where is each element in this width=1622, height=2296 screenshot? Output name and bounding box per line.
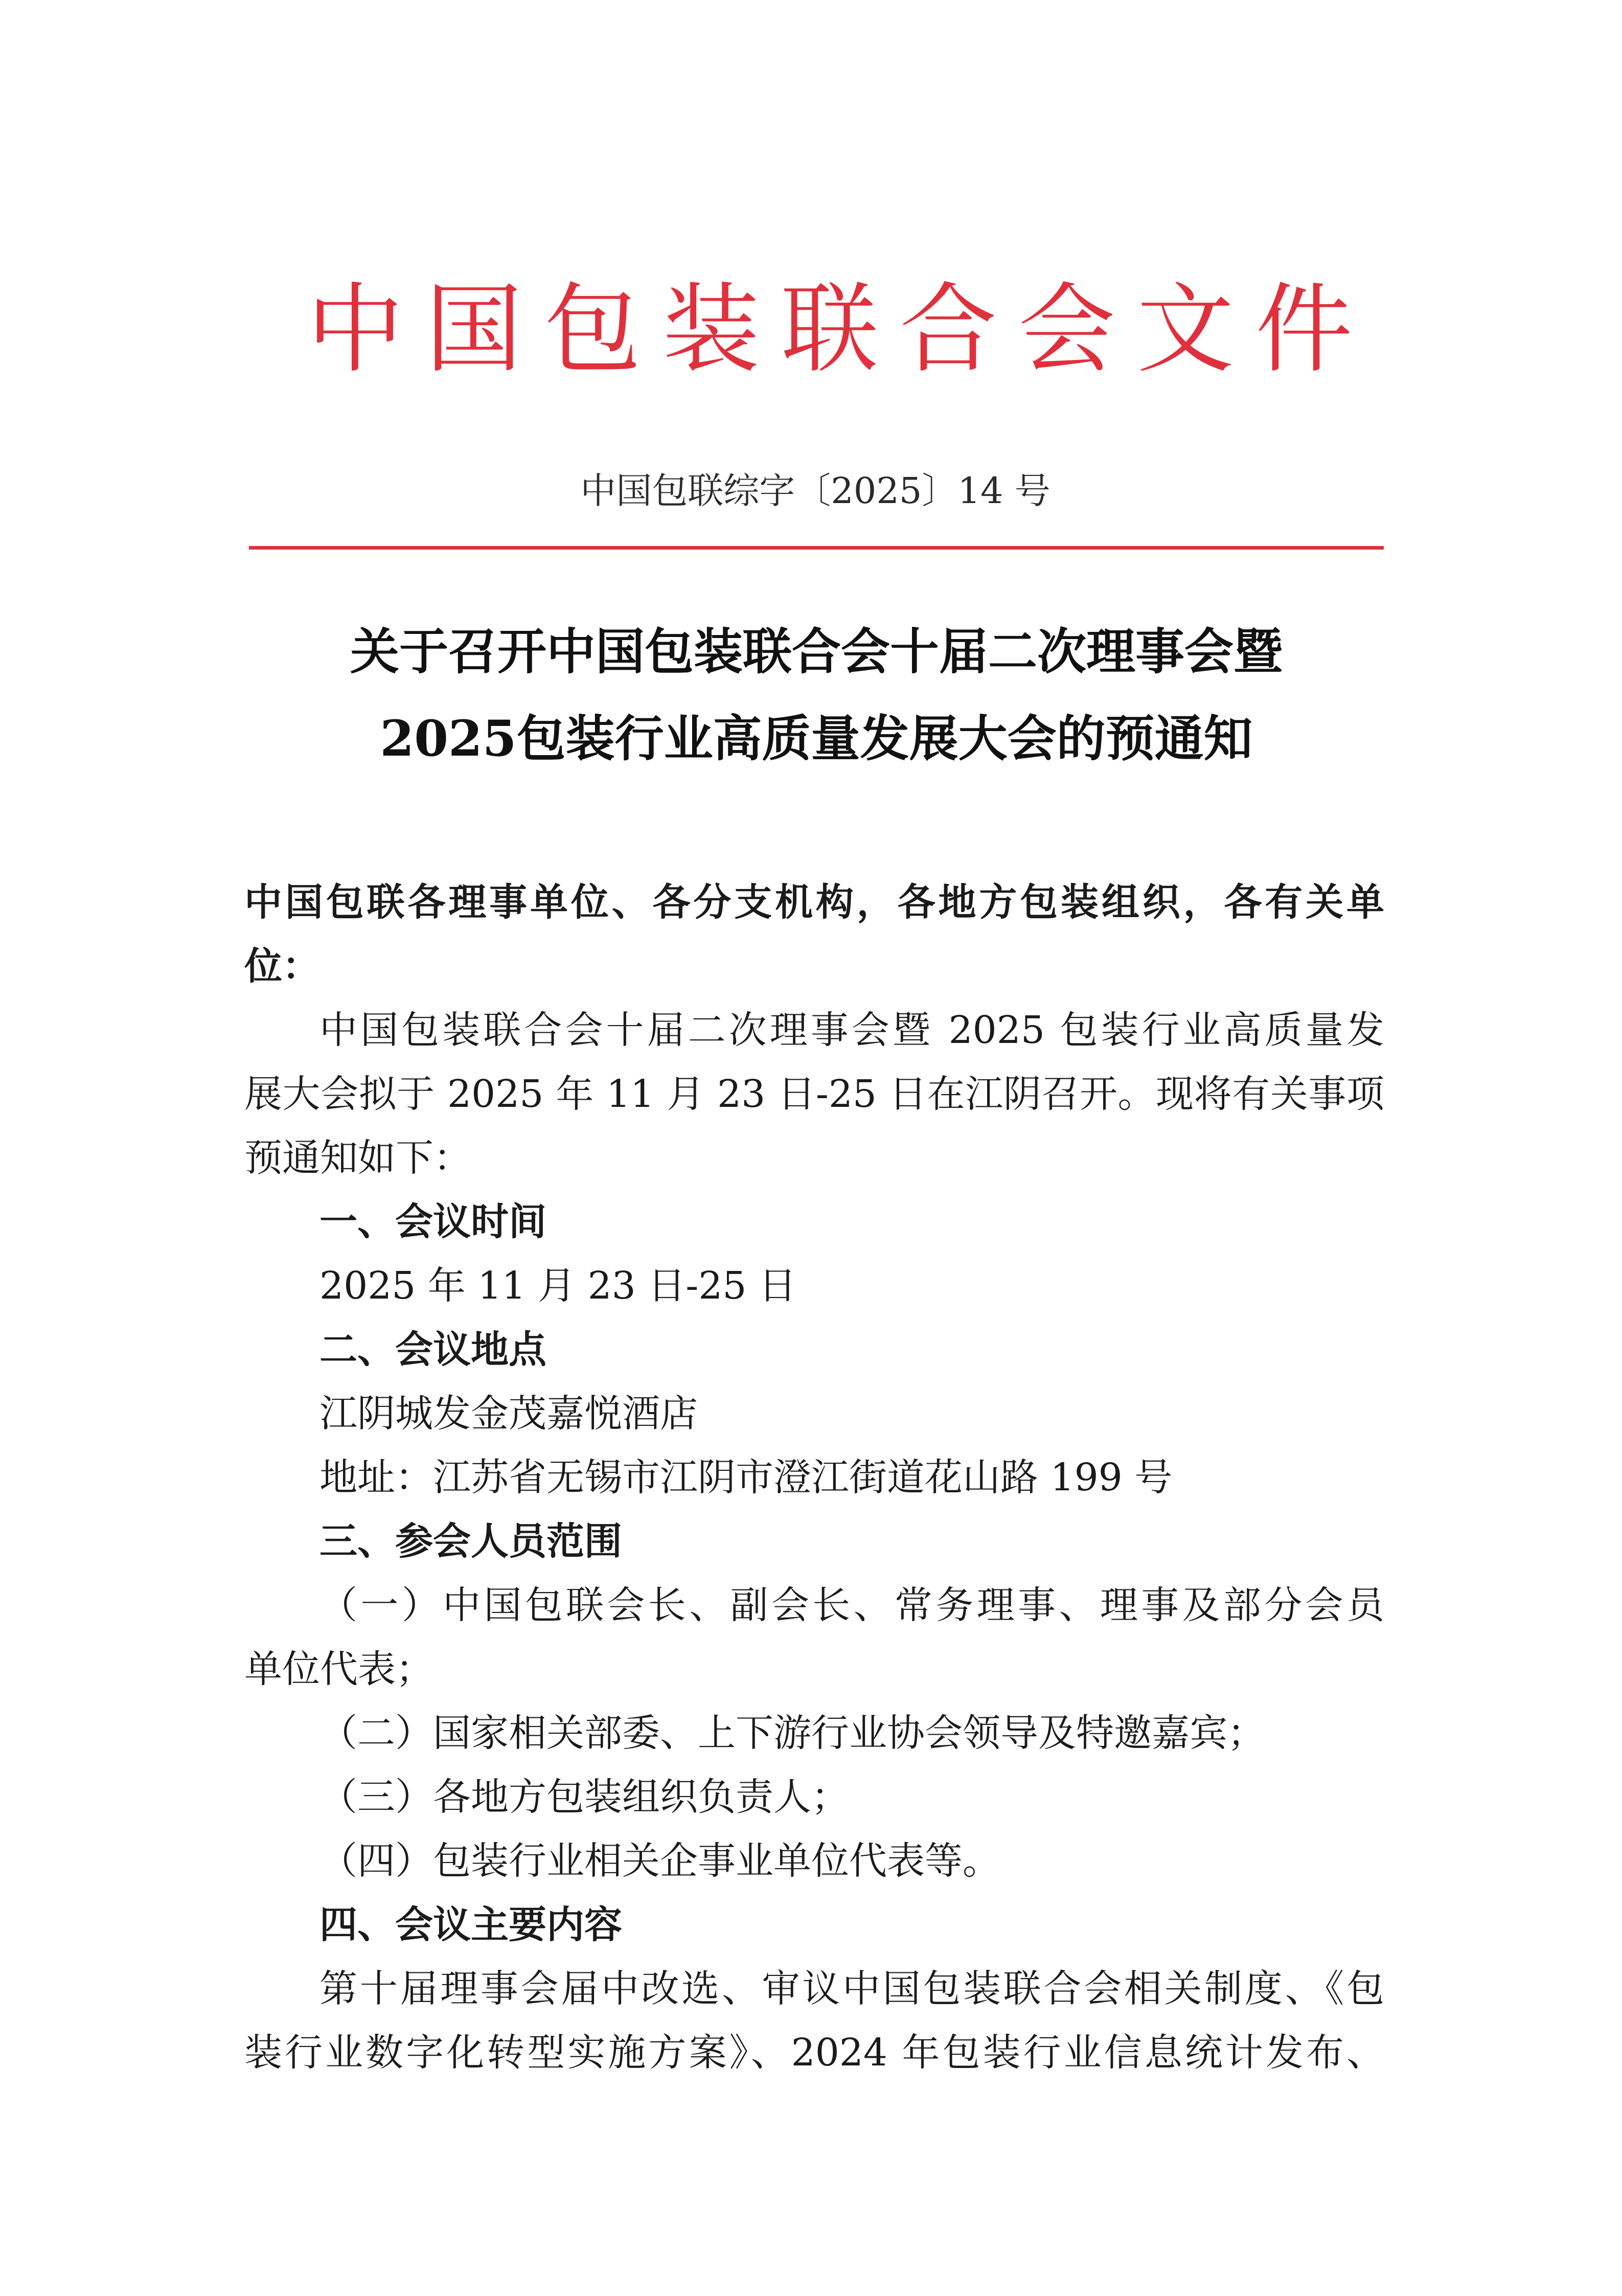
intro-paragraph-line-1: 中国包装联合会十届二次理事会暨 2025 包装行业高质量发 [319, 1008, 1384, 1052]
content-paragraph-line-1: 第十届理事会届中改选、审议中国包装联合会相关制度、《包 [319, 1967, 1384, 2011]
document-masthead: 中国包装联合会文件 [307, 273, 1375, 386]
document-title-line-1: 关于召开中国包装联合会十届二次理事会暨 [350, 623, 1283, 680]
section-heading-venue: 二、会议地点 [319, 1328, 546, 1372]
venue-name: 江阴城发金茂嘉悦酒店 [319, 1392, 698, 1436]
section-heading-time: 一、会议时间 [319, 1200, 546, 1244]
red-divider-line [249, 546, 1384, 550]
meeting-time-value: 2025 年 11 月 23 日-25 日 [319, 1264, 796, 1308]
intro-paragraph-line-3: 预通知如下： [244, 1136, 471, 1180]
document-number: 中国包联综字〔2025〕14 号 [580, 470, 1050, 512]
content-paragraph-line-2: 装行业数字化转型实施方案》、2024 年包装行业信息统计发布、 [244, 2031, 1384, 2075]
attendee-item-2: （二）国家相关部委、上下游行业协会领导及特邀嘉宾； [319, 1711, 1265, 1755]
venue-address: 地址：江苏省无锡市江阴市澄江街道花山路 199 号 [319, 1456, 1173, 1499]
intro-paragraph-line-2: 展大会拟于 2025 年 11 月 23 日-25 日在江阴召开。现将有关事项 [244, 1072, 1384, 1116]
section-heading-content: 四、会议主要内容 [319, 1903, 622, 1947]
attendee-item-1-line-2: 单位代表； [244, 1647, 433, 1691]
attendee-item-3: （三）各地方包装组织负责人； [319, 1775, 849, 1819]
salutation-line-1: 中国包联各理事单位、各分支机构，各地方包装组织，各有关单 [244, 880, 1384, 924]
salutation-line-2: 位： [244, 944, 320, 988]
section-heading-attendees: 三、参会人员范围 [319, 1519, 622, 1563]
attendee-item-1-line-1: （一）中国包联会长、副会长、常务理事、理事及部分会员 [319, 1583, 1384, 1627]
document-title-line-2: 2025包装行业高质量发展大会的预通知 [380, 710, 1253, 767]
attendee-item-4: （四）包装行业相关企事业单位代表等。 [319, 1839, 1000, 1883]
